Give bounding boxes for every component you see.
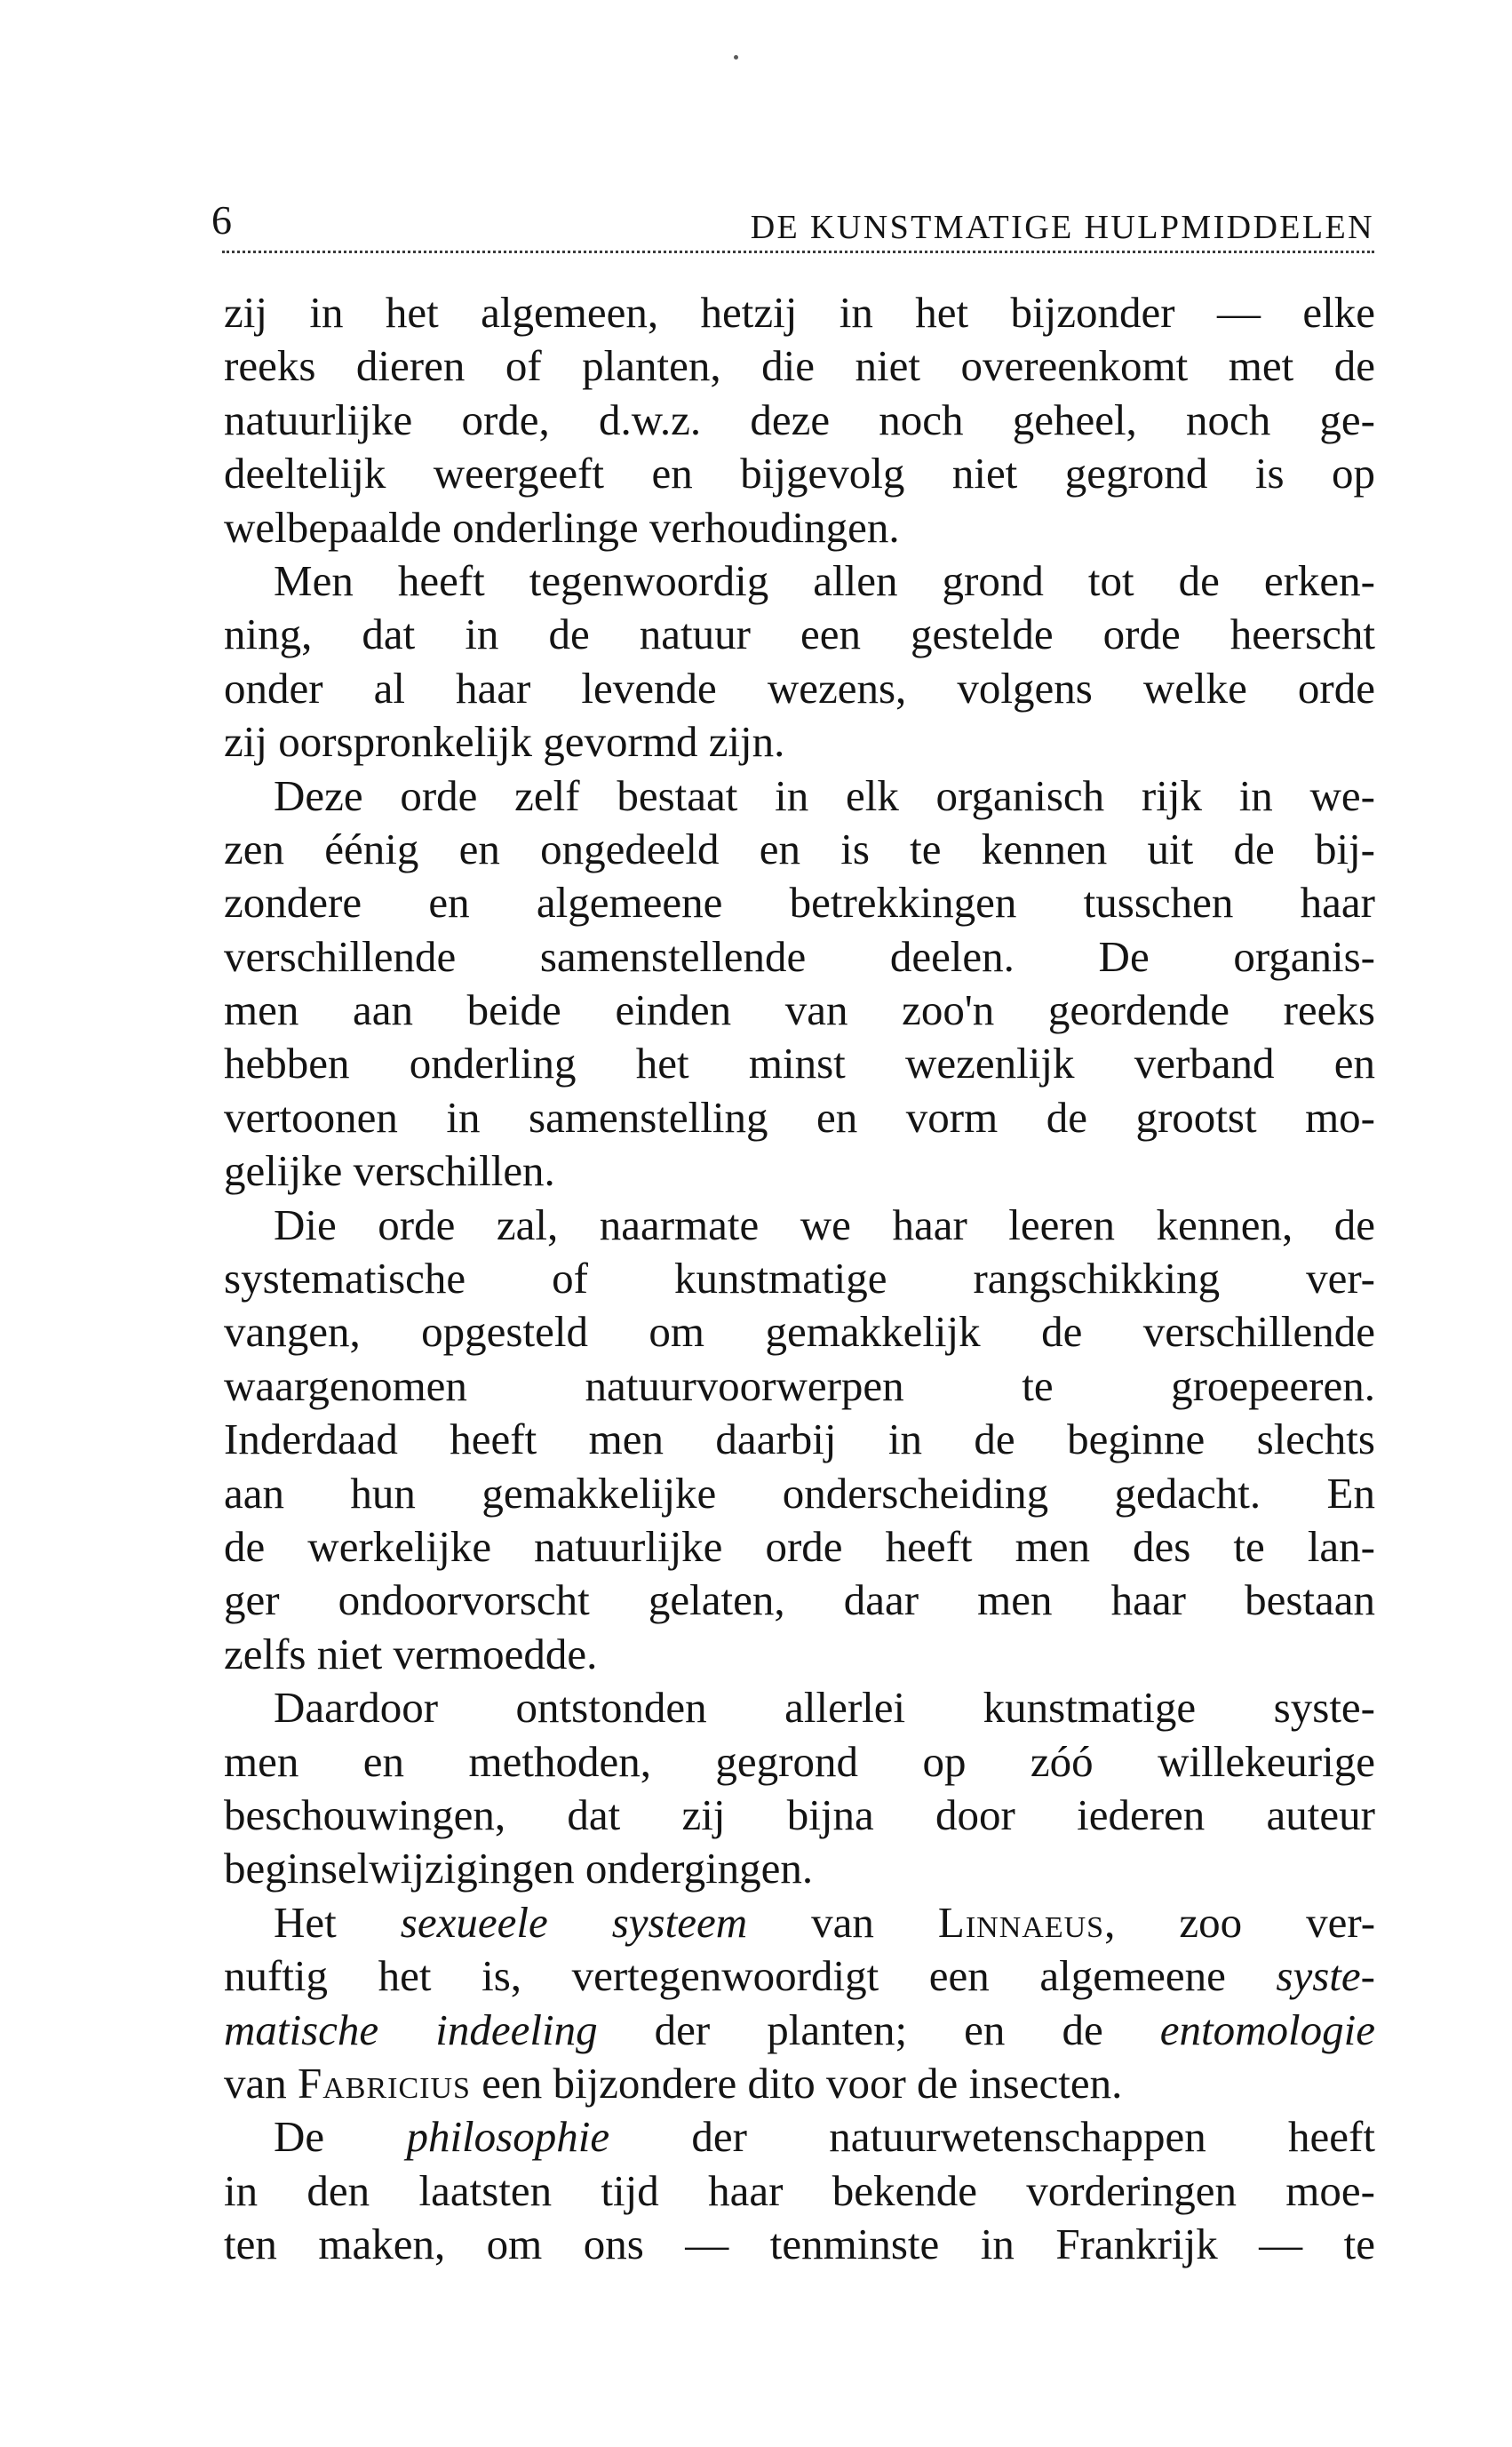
italic-term: philosophie xyxy=(406,2112,610,2162)
text-line: Deze orde zelf bestaat in elk organisch rijk in we- xyxy=(274,770,1375,820)
text-line: matische indeeling der planten; en de entomologie xyxy=(224,2005,1375,2054)
text-line: vertoonen in samenstelling en vorm de grootst mo- xyxy=(224,1092,1375,1142)
print-speck xyxy=(734,55,738,60)
text-line: Daardoor ontstonden allerlei kunstmatige syste- xyxy=(274,1683,1375,1733)
text-line: natuurlijke orde, d.w.z. deze noch geheel, noch ge- xyxy=(224,395,1375,444)
text-line: vangen, opgesteld om gemakkelijk de verschillende xyxy=(224,1307,1375,1357)
text-line: waargenomen natuurvoorwerpen te groepeeren. xyxy=(224,1360,1375,1410)
running-head: DE KUNSTMATIGE HULPMIDDELEN xyxy=(750,209,1374,246)
text-line: Inderdaad heeft men daarbij in de beginne slechts xyxy=(224,1415,1375,1464)
italic-term: syste- xyxy=(1276,1951,1375,2001)
text-line: welbepaalde onderlinge verhoudingen. xyxy=(224,502,900,552)
text-line: zelfs niet vermoedde. xyxy=(224,1629,598,1678)
author-name: Fabricius xyxy=(298,2058,471,2108)
text-line: men aan beide einden van zoo'n geordende reeks xyxy=(224,985,1375,1035)
text-line: onder al haar levende wezens, volgens welke orde xyxy=(224,663,1375,713)
text-line: verschillende samenstellende deelen. De organis- xyxy=(224,931,1375,981)
text-line: men en methoden, gegrond op zóó willekeurige xyxy=(224,1736,1375,1786)
text-line: zij oorspronkelijk gevormd zijn. xyxy=(224,717,785,767)
body-text xyxy=(224,286,1375,2271)
text-line: Het sexueele systeem van Linnaeus, zoo ver- xyxy=(274,1897,1376,1947)
text-line: de werkelijke natuurlijke orde heeft men des te lan- xyxy=(224,1521,1375,1571)
italic-term: matische indeeling xyxy=(224,2005,598,2054)
text-line: in den laatsten tijd haar bekende vorderingen moe- xyxy=(224,2165,1375,2215)
text-line: systematische of kunstmatige rangschikking ver- xyxy=(224,1254,1375,1303)
text-line: reeks dieren of planten, die niet overeenkomt met de xyxy=(224,341,1375,391)
italic-term: entomologie xyxy=(1159,2005,1375,2054)
text-line: ten maken, om ons — tenminste in Frankrijk — te xyxy=(224,2220,1375,2269)
text-line: deeltelijk weergeeft en bijgevolg niet gegrond is op xyxy=(224,449,1375,498)
text-line: gelijke verschillen. xyxy=(224,1146,555,1196)
text-line: ger ondoorvorscht gelaten, daar men haar bestaan xyxy=(224,1575,1375,1625)
page-number: 6 xyxy=(211,197,232,243)
text-line: beginselwijzigingen ondergingen. xyxy=(224,1844,814,1893)
text-line: De philosophie der natuurwetenschappen heeft xyxy=(274,2112,1375,2162)
text-line: Die orde zal, naarmate we haar leeren kennen, de xyxy=(274,1200,1375,1249)
text-line: zij in het algemeen, hetzij in het bijzonder — elke xyxy=(224,288,1375,337)
text-line: zondere en algemeene betrekkingen tusschen haar xyxy=(224,878,1375,928)
text-line: van Fabricius een bijzondere dito voor de insecten. xyxy=(224,2058,1123,2108)
text-line: Men heeft tegenwoordig allen grond tot de erken- xyxy=(274,555,1375,605)
header-dotted-rule xyxy=(222,251,1374,253)
text-line: aan hun gemakkelijke onderscheiding gedacht. En xyxy=(224,1468,1375,1518)
author-name: Linnaeus xyxy=(937,1897,1105,1947)
text-line: beschouwingen, dat zij bijna door iederen auteur xyxy=(224,1789,1375,1839)
text-line: ning, dat in de natuur een gestelde orde heerscht xyxy=(224,610,1375,659)
text-line: nuftig het is, vertegenwoordigt een algemeene syste- xyxy=(224,1951,1375,2001)
italic-term: sexueele systeem xyxy=(400,1897,748,1947)
text-line: zen éénig en ongedeeld en is te kennen uit de bij- xyxy=(224,824,1375,873)
text-line: hebben onderling het minst wezenlijk verband en xyxy=(224,1039,1375,1088)
